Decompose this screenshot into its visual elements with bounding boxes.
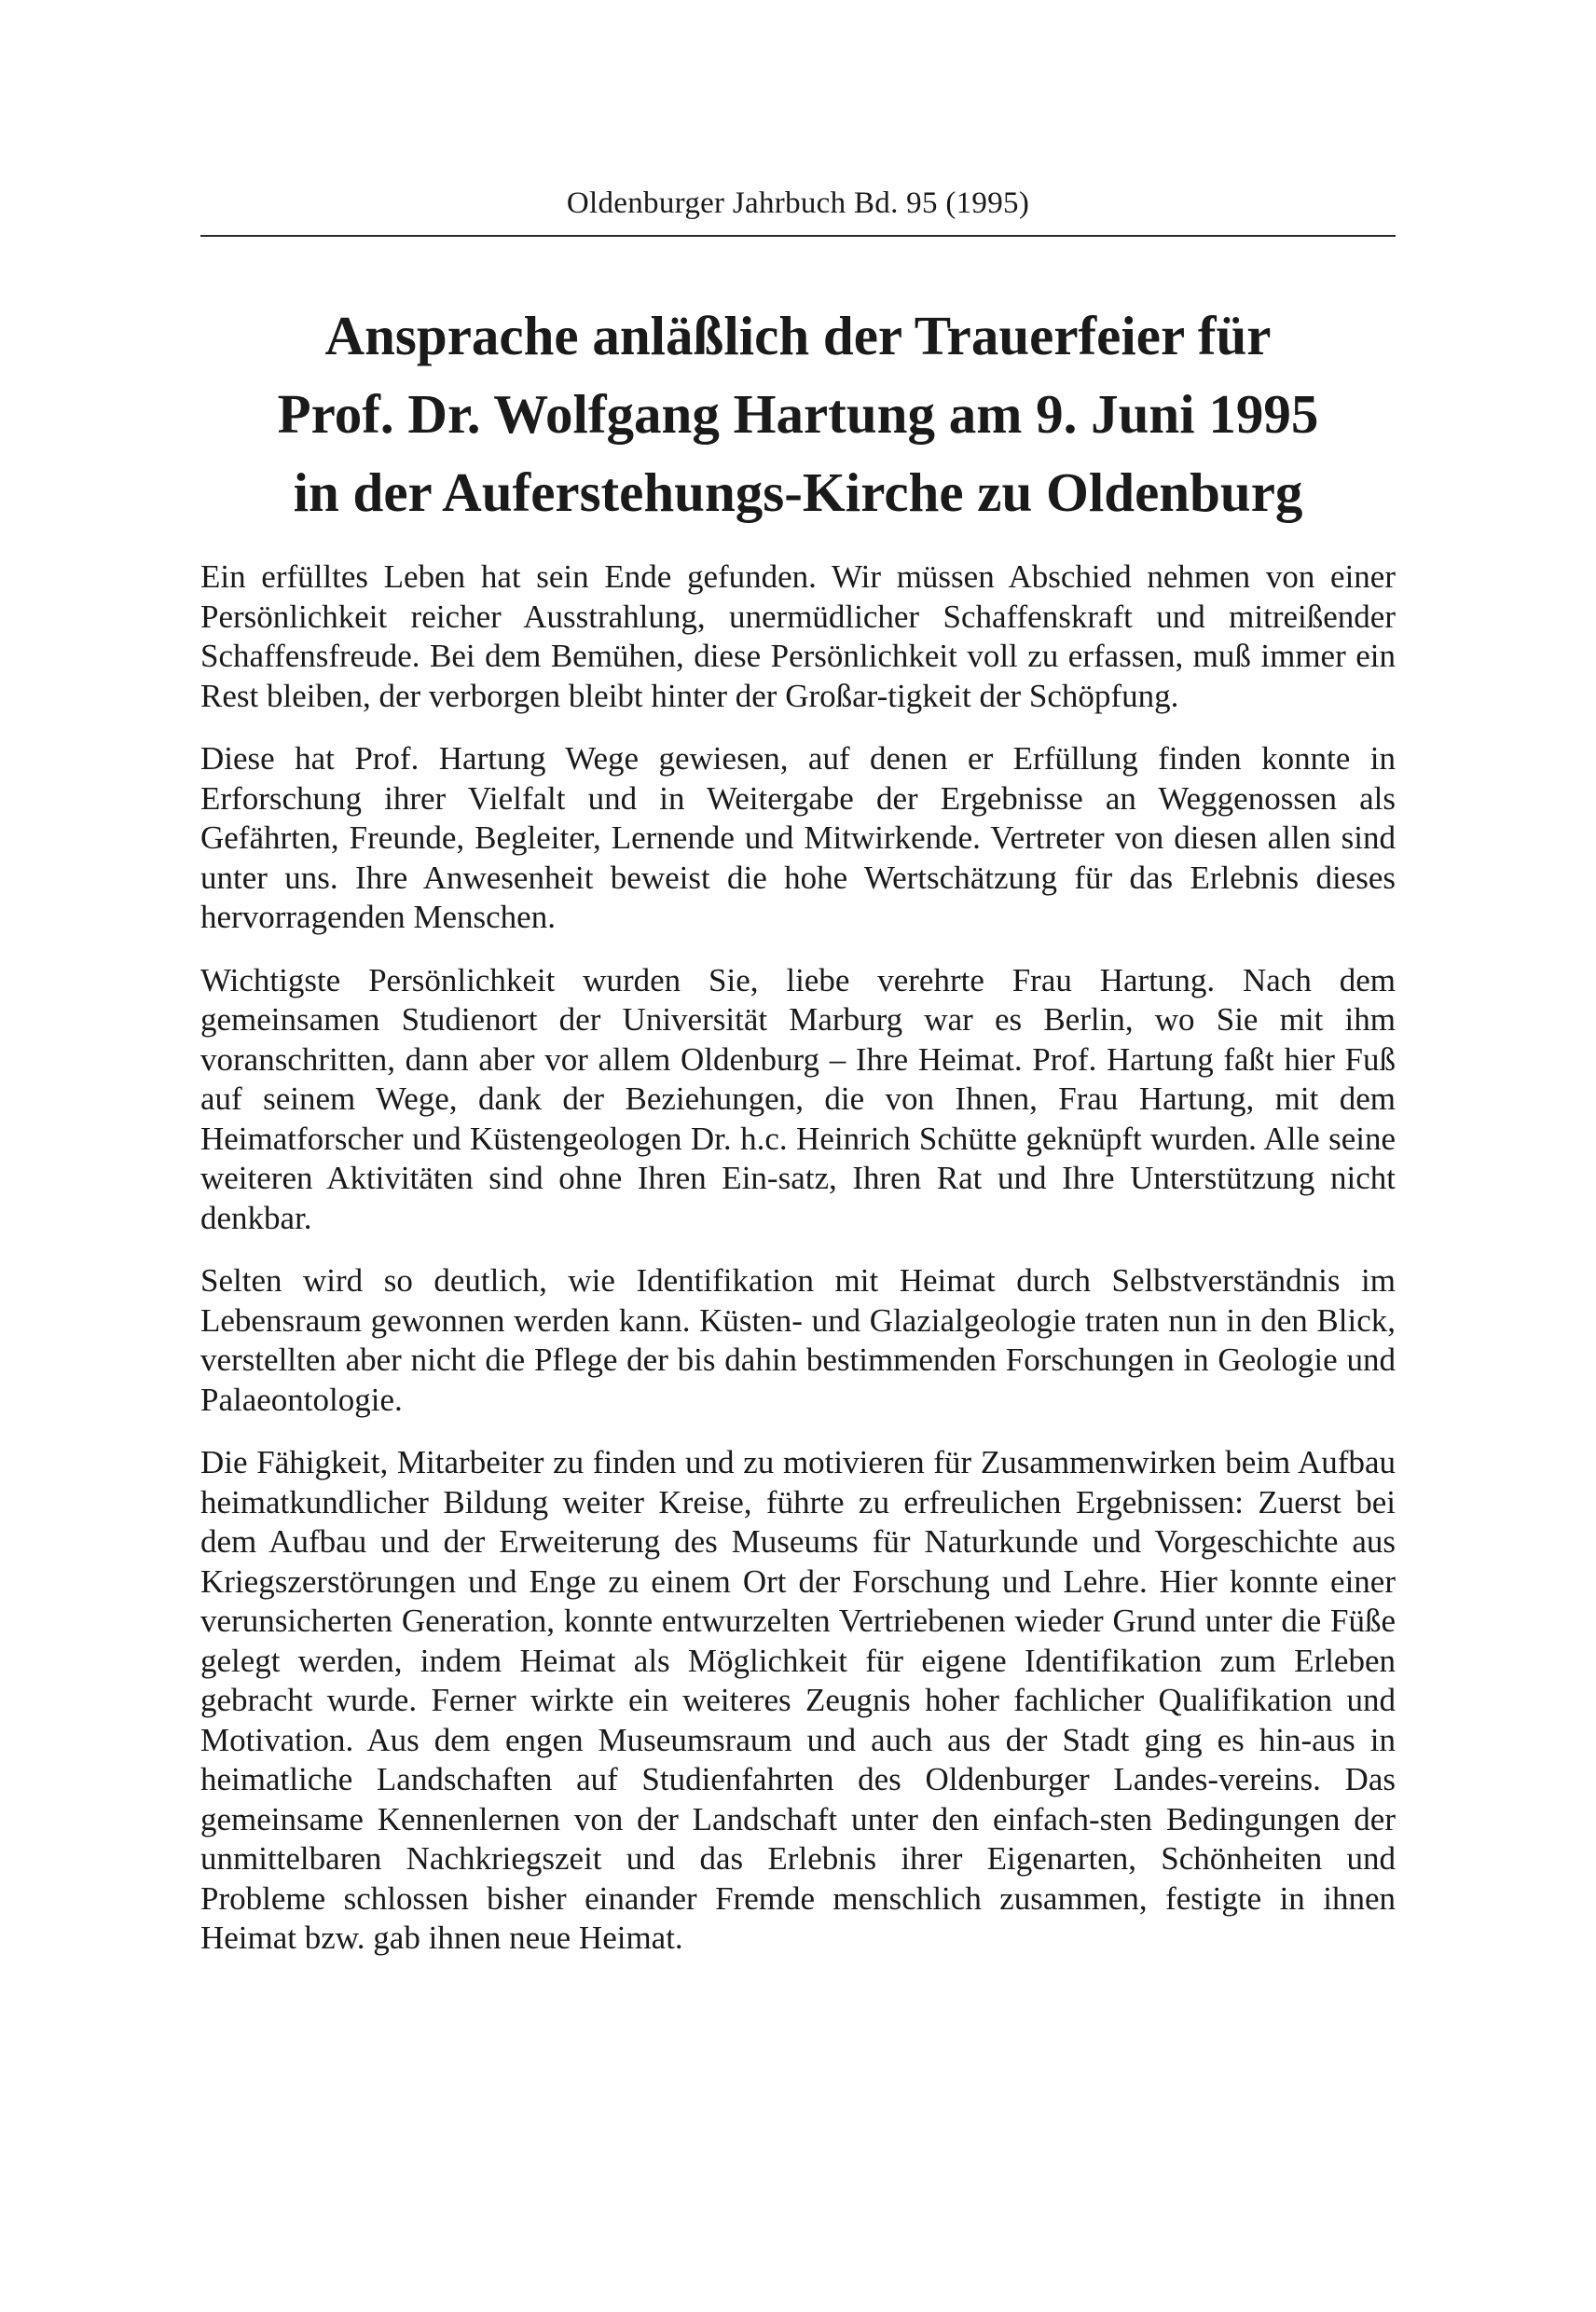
paragraph: Die Fähigkeit, Mitarbeiter zu finden und zu motivieren für Zusammenwirken beim Aufbau heimatkundlicher Bildung weiter Kreise, führte zu erfreulichen Ergebnissen: Zuerst bei dem Aufbau und der Erweiterung des Museums für Naturkunde und Vorgeschichte aus Kriegszerstörungen und Enge zu einem Ort der Forschung und Lehre. Hier konnte einer verunsicherten Generation, konnte entwurzelten Vertriebenen wieder Grund unter die Füße gelegt werden, indem Heimat als Möglichkeit für eigene Identifikation zum Erleben gebracht wurde. Ferner wirkte ein weiteres Zeugnis hoher fachlicher Qualifikation und Motivation. Aus dem engen Museumsraum und auch aus der Stadt ging es hin-aus in heimatliche Landschaften auf Studienfahrten des Oldenburger Landes-vereins. Das gemeinsame Kennenlernen von der Landschaft unter den einfach-sten Bedingungen der unmittelbaren Nachkriegszeit und das Erlebnis ihrer Eigenarten, Schönheiten und Probleme schlossen bisher einander Fremde menschlich zusammen, festigte in ihnen Heimat bzw. gab ihnen neue Heimat.: [200, 1444, 1396, 1956]
header-rule: [200, 235, 1396, 237]
running-head: Oldenburger Jahrbuch Bd. 95 (1995): [566, 186, 1030, 220]
paragraph: Selten wird so deutlich, wie Identifikation mit Heimat durch Selbstverständnis im Lebensraum gewonnen werden kann. Küsten- und Glazialgeologie traten nun in den Blick, verstellten aber nicht die Pflege der bis dahin bestimmenden Forschungen in Geologie und Palaeontologie.: [200, 1262, 1396, 1418]
paragraph: Ein erfülltes Leben hat sein Ende gefunden. Wir müssen Abschied nehmen von einer Persönlichkeit reicher Ausstrahlung, unermüdlicher Schaffenskraft und mitreißender Schaffensfreude. Bei dem Bemühen, diese Persönlichkeit voll zu erfassen, muß immer ein Rest bleiben, der verborgen bleibt hinter der Großar-tigkeit der Schöpfung.: [200, 558, 1396, 714]
paragraph: Diese hat Prof. Hartung Wege gewiesen, auf denen er Erfüllung finden konnte in Erforschung ihrer Vielfalt und in Weitergabe der Ergebnisse an Weggenossen als Gefährten, Freunde, Begleiter, Lernende und Mitwirkende. Vertreter von diesen allen sind unter uns. Ihre Anwesenheit beweist die hohe Wertschätzung für das Erlebnis dieses hervorragenden Menschen.: [200, 740, 1396, 935]
paragraph: Wichtigste Persönlichkeit wurden Sie, liebe verehrte Frau Hartung. Nach dem gemeinsamen Studienort der Universität Marburg war es Berlin, wo Sie mit ihm voranschritten, dann aber vor allem Oldenburg – Ihre Heimat. Prof. Hartung faßt hier Fuß auf seinem Wege, dank der Beziehungen, die von Ihnen, Frau Hartung, mit dem Heimatforscher und Küstengeologen Dr. h.c. Heinrich Schütte geknüpft wurden. Alle seine weiteren Aktivitäten sind ohne Ihren Ein-satz, Ihren Rat und Ihre Unterstützung nicht denkbar.: [200, 961, 1396, 1236]
article-title: [200, 296, 1396, 531]
title-line-1: Ansprache anläßlich der Trauerfeier für: [324, 305, 1272, 366]
title-line-2: Prof. Dr. Wolfgang Hartung am 9. Juni 1995: [277, 383, 1319, 445]
article-body: [200, 557, 1396, 1982]
title-line-3: in der Auferstehungs-Kirche zu Oldenburg: [293, 461, 1303, 523]
